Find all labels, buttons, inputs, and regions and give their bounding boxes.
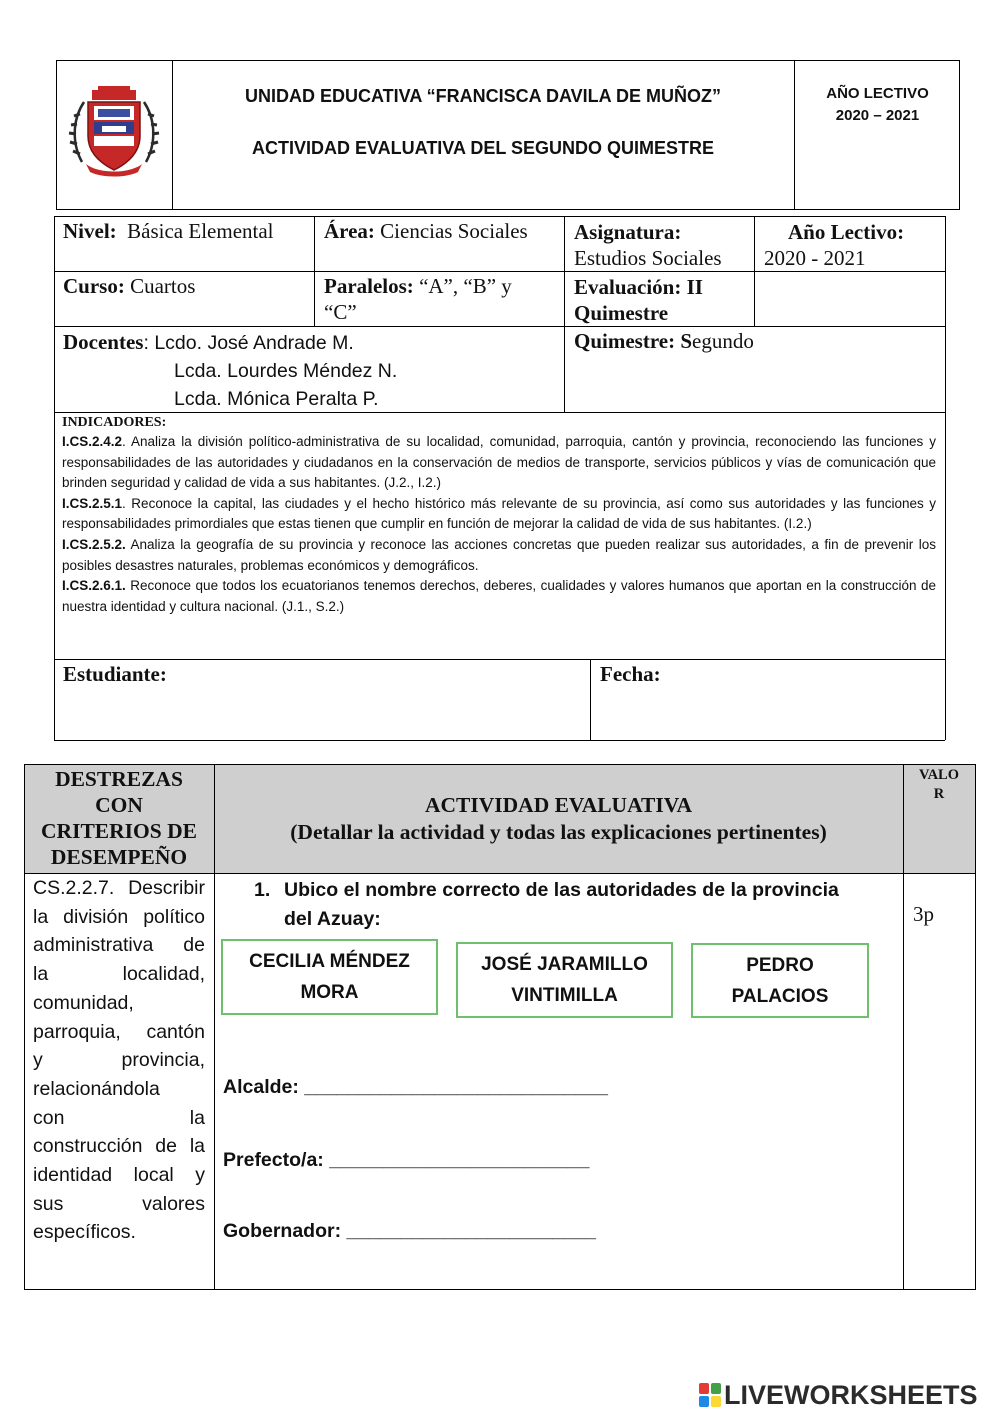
fecha-field[interactable] <box>660 690 940 730</box>
dcd-line: CS.2.2.7. Describir <box>33 877 205 899</box>
destrezas-header-line-3: CRITERIOS DE <box>41 819 197 843</box>
evaluacion-cell <box>574 274 754 326</box>
prefecto-answer-field[interactable]: Prefecto/a: ________________________ <box>223 1149 590 1171</box>
gobernador-answer-field[interactable]: Gobernador: _______________________ <box>223 1220 596 1242</box>
destrezas-header-line-4: DESEMPEÑO <box>50 845 188 869</box>
valor-header-line-2: R <box>933 786 945 802</box>
actividad-header <box>214 792 903 846</box>
dcd-line: sus valores <box>33 1192 205 1215</box>
actividad-header-subtitle: (Detallar la actividad y todas las explicaciones pertinentes) <box>290 820 827 844</box>
liveworksheets-icon <box>698 1382 722 1408</box>
destrezas-header <box>24 766 214 870</box>
paralelos-value: “A”, “B” y <box>419 274 512 298</box>
curso-label: Curso: <box>63 274 125 298</box>
points-value: 3p <box>913 902 934 926</box>
quimestre-initial: S <box>680 329 693 353</box>
paralelos-label: Paralelos: <box>324 274 414 298</box>
evaluacion-label: Evaluación: II <box>574 275 703 299</box>
quimestre-value: egundo <box>692 329 754 353</box>
dcd-line: específicos. <box>33 1221 136 1244</box>
docente-2: Lcda. Lourdes Méndez N. <box>174 360 398 382</box>
question-number: 1. <box>254 879 271 901</box>
dcd-line: relacionándola <box>33 1077 160 1100</box>
indicador-3-text: Analiza la geografía de su provincia y reconoce las acciones concretas que pueden realizar sus autoridades, a fin de prevenir los posibles desastres naturales, problemas económicos y demográficos. <box>62 536 936 573</box>
school-crest-icon <box>68 84 160 178</box>
dcd-line: la localidad, <box>33 963 205 986</box>
option-cecilia-mendez-mora[interactable] <box>221 939 438 1015</box>
anio-label: Año Lectivo: <box>788 220 905 244</box>
indicador-3-code: I.CS.2.5.2. <box>62 536 126 552</box>
liveworksheets-logo <box>698 1380 994 1410</box>
option-1-line-1: CECILIA MÉNDEZ <box>249 951 410 972</box>
option-pedro-palacios[interactable] <box>691 943 869 1018</box>
question-line-2: del Azuay: <box>284 908 381 930</box>
docentes-cell <box>63 328 563 413</box>
dcd-line: y provincia, <box>33 1049 205 1072</box>
asignatura-value: Estudios Sociales <box>574 246 722 270</box>
fecha-label: Fecha: <box>600 662 661 686</box>
quimestre-label: Quimestre: <box>574 329 676 353</box>
nivel-value: Básica Elemental <box>127 219 274 243</box>
dcd-line: comunidad, <box>33 991 134 1014</box>
nivel-label: Nivel: <box>63 219 117 243</box>
dcd-line: con la <box>33 1106 205 1129</box>
paralelos-value-cont: “C” <box>324 300 357 324</box>
asignatura-cell <box>574 219 754 271</box>
docente-3: Lcda. Mónica Peralta P. <box>174 388 379 410</box>
indicadores-section <box>62 414 936 617</box>
indicador-1-text: . Analiza la división político-administrativa de su localidad, comunidad, parroquia, cantón y provincia, reconociendo las funciones y responsabilidades de las autoridades y ciudadanos en la conservación de medios de transporte, servicios públicos y vías de comunicación que brinden seguridad y calidad de vida a sus habitantes. (J.2., I.2.) <box>62 434 936 491</box>
indicador-4-code: I.CS.2.6.1. <box>62 578 126 594</box>
dcd-line: parroquia, cantón <box>33 1020 205 1043</box>
indicador-1 <box>62 432 936 494</box>
quimestre-cell <box>574 328 944 354</box>
dcd-line: la división político <box>33 905 205 928</box>
school-year-value: 2020 – 2021 <box>835 107 920 124</box>
question-line-1: Ubico el nombre correcto de las autoridades de la provincia <box>284 879 839 901</box>
docente-1: : Lcdo. José Andrade M. <box>143 332 354 354</box>
indicadores-title: INDICADORES: <box>62 415 167 430</box>
estudiante-field[interactable] <box>120 690 580 730</box>
dcd-text <box>33 874 205 1247</box>
anio-value: 2020 - 2021 <box>764 246 866 270</box>
indicador-4 <box>62 576 936 617</box>
destrezas-header-line-2: CON <box>95 793 143 817</box>
actividad-header-title: ACTIVIDAD EVALUATIVA <box>424 793 693 817</box>
indicador-2-code: I.CS.2.5.1 <box>62 495 123 511</box>
indicador-4-text: Reconoce que todos los ecuatorianos tenemos derechos, deberes, cualidades y valores humanos que aportan en la construcción de nuestra identidad y cultura nacional. (J.1., S.2.) <box>62 578 936 614</box>
anio-cell <box>764 219 944 271</box>
nivel-cell <box>63 218 313 244</box>
school-year-label: AÑO LECTIVO <box>826 85 929 102</box>
destrezas-header-line-1: DESTREZAS <box>55 767 183 791</box>
evaluacion-label-cont: Quimestre <box>574 301 669 325</box>
curso-value: Cuartos <box>130 274 196 298</box>
dcd-line: construcción de la <box>33 1135 205 1158</box>
document-title: ACTIVIDAD EVALUATIVA DEL SEGUNDO QUIMESTRE <box>251 138 715 158</box>
option-3-line-2: PALACIOS <box>731 985 829 1007</box>
curso-cell <box>63 273 313 299</box>
indicador-1-code: I.CS.2.4.2 <box>62 434 123 449</box>
paralelos-cell <box>324 273 564 325</box>
area-value: Ciencias Sociales <box>380 219 528 243</box>
option-2-line-1: JOSÉ JARAMILLO <box>481 954 648 975</box>
docentes-label: Docentes <box>63 330 144 354</box>
indicador-3 <box>62 535 936 576</box>
liveworksheets-brand: LIVEWORKSHEETS <box>724 1379 978 1410</box>
option-jose-jaramillo-vintimilla[interactable] <box>456 942 673 1018</box>
option-3-line-1: PEDRO <box>746 954 814 976</box>
dcd-line: administrativa de <box>33 934 205 957</box>
question-text <box>284 876 884 934</box>
dcd-line: identidad local y <box>33 1164 205 1187</box>
indicador-2-text: . Reconoce la capital, las ciudades y el hecho histórico más relevante de su provincia, así como sus autoridades y las funciones y responsabilidades primordiales que estas tienen que cumplir en función de mejorar la calidad de vida de sus habitantes. (I.2.) <box>62 495 936 532</box>
option-2-line-2: VINTIMILLA <box>511 985 618 1006</box>
area-cell <box>324 218 564 244</box>
valor-header <box>903 766 975 804</box>
alcalde-answer-field[interactable]: Alcalde: ____________________________ <box>223 1076 608 1098</box>
document-header <box>56 60 960 210</box>
estudiante-label: Estudiante: <box>63 662 167 686</box>
school-name: UNIDAD EDUCATIVA “FRANCISCA DAVILA DE MUÑOZ” <box>245 86 721 106</box>
option-1-line-2: MORA <box>300 982 359 1003</box>
indicador-2 <box>62 494 936 535</box>
asignatura-label: Asignatura: <box>574 220 682 244</box>
valor-header-line-1: VALO <box>918 767 960 783</box>
area-label: Área: <box>324 219 375 243</box>
